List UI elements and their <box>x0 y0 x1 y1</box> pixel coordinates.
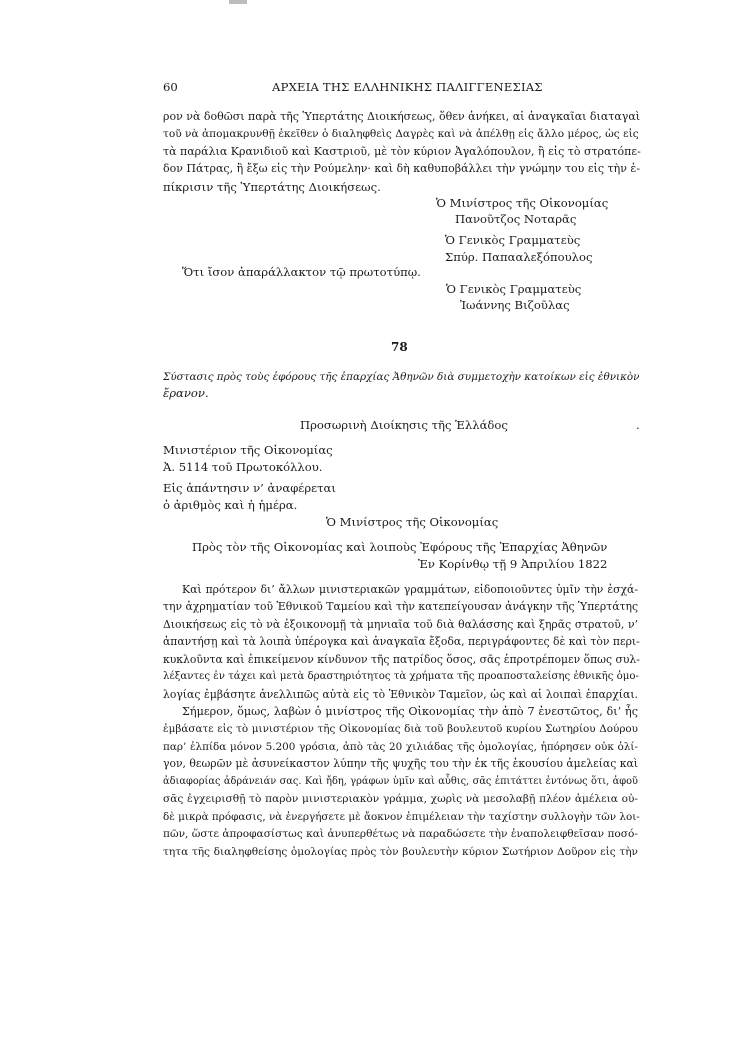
place-date: Ἐν Κορίνθῳ τῇ 9 Ἀπριλίου 1822 <box>418 557 608 571</box>
body-line: την ἀχρηματίαν τοῦ Ἐθνικοῦ Ταμείου καὶ τὴν κατεπείγουσαν ἀνάγκην τῆς Ὑπερτάτης <box>163 600 638 613</box>
signature-name: Πανοῦτζος Νοταρᾶς <box>455 212 577 226</box>
reply-note: ὁ ἀριθμὸς καὶ ἡ ἡμέρα. <box>163 498 298 512</box>
text-line: δον Πάτρας, ἢ ἔξω εἰς τὴν Ρούμελην· καὶ δὴ καθυποβάλλει τὴν γνώμην του εἰς τὴν ἐ- <box>163 162 641 175</box>
body-line: λογίας ἐμβάσητε ἀνελλιπῶς αὐτὰ εἰς τὸ Ἐθνικὸν Ταμεῖον, ὡς καὶ αἱ λοιπαὶ ἐπαρχίαι. <box>163 688 638 701</box>
body-line: δὲ μικρὰ πρόφασις, νὰ ἐνεργήσετε μὲ ἄοκνον ἐπιμέλειαν τὴν ταχίστην συλλογὴν τῶν λοι- <box>163 811 640 823</box>
signature-name: Σπύρ. Παπααλεξόπουλος <box>445 250 593 264</box>
scan-artifact <box>229 0 247 4</box>
body-line: πῶν, ὥστε ἀπροφασίστως καὶ ἀνυπερθέτως νὰ παραδώσετε τὴν ἐναπολειφθεῖσαν ποσό- <box>163 828 638 840</box>
true-copy-note: Ὅτι ἴσον ἀπαράλλακτον τῷ πρωτοτύπῳ. <box>182 265 421 279</box>
issuer-heading: Προσωρινὴ Διοίκησις τῆς Ἑλλάδος <box>300 418 508 432</box>
body-line: Σήμερον, ὅμως, λαβὼν ὁ μινίστρος τῆς Οἰκονομίας τὴν ἀπὸ 7 ἐνεστῶτος, δι’ ἧς <box>182 705 638 718</box>
body-line: Καὶ πρότερον δι’ ἄλλων μινιστεριακῶν γραμμάτων, εἰδοποιοῦντες ὑμῖν τὴν ἐσχά- <box>182 583 638 596</box>
signature-title: Ὁ Γενικὸς Γραμματεὺς <box>445 233 581 247</box>
document-summary: Σύστασις πρὸς τοὺς ἐφόρους τῆς ἐπαρχίας Ἀθηνῶν διὰ συμμετοχὴν κατοίκων εἰς ἐθνικὸν <box>163 371 640 383</box>
issuer-dot: . <box>636 418 640 432</box>
body-line: κυκλοῦντα καὶ ἐπικείμενον κίνδυνον τῆς πατρίδος ὅσος, σᾶς ἐπροτρέπομεν ὅπως συλ- <box>163 653 640 666</box>
body-line: παρ’ ἐλπίδα μόνον 5.200 γρόσια, ἀπὸ τὰς 20 χιλιάδας τῆς ὁμολογίας, ἠπόρησεν οὐκ ὀλί- <box>163 741 638 753</box>
signature-title: Ὁ Μινίστρος τῆς Οἰκονομίας <box>436 196 609 210</box>
page-number: 60 <box>163 80 178 94</box>
body-line: Διοικήσεως εἰς τὸ νὰ ἐξοικονομῇ τὰ μηνιαῖα τοῦ διὰ θαλάσσης καὶ ξηρᾶς στρατοῦ, ν’ <box>163 618 638 631</box>
signature-name: Ἰωάννης Βιζοῦλας <box>460 298 570 312</box>
text-line: πίκρισιν τῆς Ὑπερτάτης Διοικήσεως. <box>163 180 381 194</box>
body-line: σᾶς ἐγχειρισθῇ τὸ παρὸν μινιστεριακὸν γράμμα, χωρὶς νὰ μεσολαβῇ πλέον ἀμέλεια οὐ- <box>163 793 638 805</box>
body-line: ἀδιαφορίας ἀδράνειάν σας. Καὶ ἤδη, γράφων ὑμῖν καὶ αὖθις, σᾶς ἐπιτάττει ἐντόνως ὅτι, ἀφοῦ <box>163 776 638 787</box>
text-line: τὰ παράλια Κρανιδιοῦ καὶ Καστριοῦ, μὲ τὸν κύριον Ἀγαλόπουλον, ἢ εἰς τὸ στρατόπε- <box>163 145 641 158</box>
addressee: Πρὸς τὸν τῆς Οἰκονομίας καὶ λοιποὺς Ἐφόρους τῆς Ἐπαρχίας Ἀθηνῶν <box>192 540 608 554</box>
running-title: ΑΡΧΕΙΑ ΤΗΣ ΕΛΛΗΝΙΚΗΣ ΠΑΛΙΓΓΕΝΕΣΙΑΣ <box>272 80 543 94</box>
signature-title: Ὁ Γενικὸς Γραμματεὺς <box>446 282 582 296</box>
body-line: ἐμβάσατε εἰς τὸ μινιστέριον τῆς Οἰκονομίας διὰ τοῦ βουλευτοῦ κυρίου Σωτηρίου Δούρου <box>163 723 638 735</box>
body-line: ἀπαντήσῃ καὶ τὰ λοιπὰ ὑπέρογκα καὶ ἀναγκαῖα ἔξοδα, περιγράφοντες δὲ καὶ τὸν περι- <box>163 635 640 648</box>
protocol-number: Ἀ. 5114 τοῦ Πρωτοκόλλου. <box>163 460 323 474</box>
document-number: 78 <box>391 340 408 354</box>
document-summary: ἔρανον. <box>163 386 209 400</box>
text-line: ρον νὰ δοθῶσι παρὰ τῆς Ὑπερτάτης Διοικήσεως, ὅθεν ἀνήκει, αἱ ἀναγκαῖαι διαταγαὶ <box>163 110 641 123</box>
ministry-name: Μινιστέριον τῆς Οἰκονομίας <box>163 443 333 457</box>
body-line: γον, θεωρῶν μὲ ἀσυνείκαστον λύπην τῆς ψυχῆς του τὴν ἐκ τῆς ἑκουσίου ἀμελείας καὶ <box>163 757 638 770</box>
reply-note: Εἰς ἀπάντησιν ν’ ἀναφέρεται <box>163 481 336 495</box>
sender: Ὁ Μινίστρος τῆς Οἰκονομίας <box>326 515 499 529</box>
text-line: τοῦ νὰ ἀπομακρυνθῇ ἐκεῖθεν ὁ διαληφθεὶς Δαγρὲς καὶ νὰ ἀπέλθῃ εἰς ἄλλο μέρος, ὡς εἰς <box>163 128 639 140</box>
body-line: λέξαντες ἐν τάχει καὶ μετὰ δραστηριότητος τὰ χρήματα τῆς προαποσταλείσης ἐθνικῆς ὁμο- <box>163 671 639 682</box>
body-line: τητα τῆς διαληφθείσης ὁμολογίας πρὸς τὸν βουλευτὴν κύριον Σωτήριον Δοῦρον εἰς τὴν <box>163 846 638 858</box>
